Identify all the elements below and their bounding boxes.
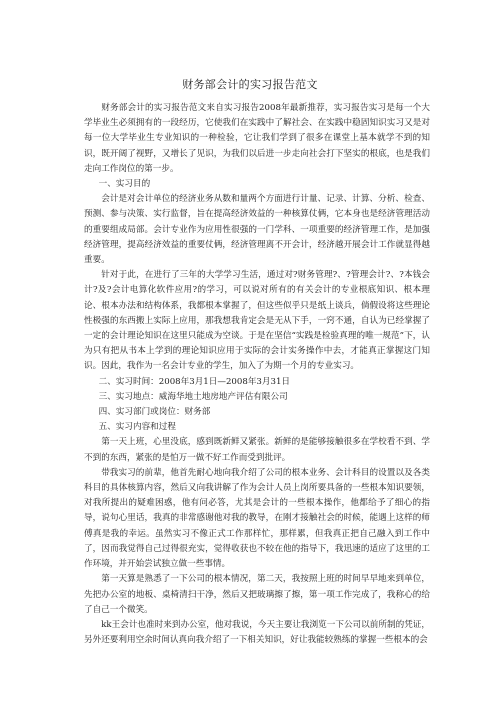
section-heading-department: 四、实习部门或岗位：财务部 (98, 407, 211, 418)
section-heading-content: 五、实习内容和过程 (98, 422, 176, 433)
section-heading-time: 二、实习时间：2008年3月1日—2008年3月31日 (98, 376, 291, 387)
paragraph-intro: 财务部会计的实习报告范文来自实习报告2008年最新推荐，实习报告实习是每一个大学毕业生必须拥有的一段经历，它使我们在实践中了解社会、在实践中稳固知识实习又是对每一位大学毕业生专业知识的一种检验，它让我们学到了很多在课堂上基本就学不到的知识，既开阔了视野，又增长了见识，为我们以后进一步走向社会打下坚实的根底，也是我们走向工作岗位的第一步。 (84, 103, 430, 174)
paragraph-first-day: 第一天上班，心里没底，感到既新鲜又紧张。新鲜的是能够接触很多在学校看不到、学不到的东西，紧张的是怕万一做不好工作而受到批评。 (84, 437, 430, 463)
paragraph-accountant: kk王会计也准时来到办公室，他对我说，今天主要让我浏览一下公司以前所制的凭证，另外还要利用空余时间认真向我介绍了一下相关知识，好让我能较熟练的掌握一些根本的会 (84, 619, 430, 646)
paragraph-purpose: 会计是对会计单位的经济业务从数和量两个方面进行计量、记录、计算、分析、检查、预测、参与决策、实行监督，旨在提高经济效益的一种核算仗俩，它本身也是经济管理活动的重要组成局部。会计专业作为应用性很强的一门学科、一项重要的经济管理工作，是加强经济管理，提高经济效益的重要仗俩，经济管理离不开会计，经济越开展会计工作就显得越重要。 (84, 194, 430, 266)
paragraph-motivation: 针对于此，在进行了三年的大学学习生活，通过对?财务管理?、?管理会计?、?本钱会计?及?会计电算化软件应用?的学习，可以说对所有的有关会计的专业根底知识、根本理论、根本办法和结构体系，我都根本掌握了，但这些似乎只是纸上谈兵，倘假设将这些理论性极强的东西搬上实际上应用，那我想我肯定会是无从下手，一窍不通，自认为已经掌握了一定的会计理论知识在这里只能成为空谈。于是在坚信“实践是检验真理的唯一规范”下，认为只有把从书本上学到的理论知识应用于实际的会计实务操作中去，才能真正掌握这门知识。因此，我作为一名会计专业的学生，加入了为期一个月的专业实习。 (84, 270, 430, 372)
section-heading-purpose: 一、实习目的 (98, 179, 151, 190)
paragraph-mentor: 带我实习的前辈，他首先耐心地向我介绍了公司的根本业务、会计科目的设置以及各类科目的具体核算内容，然后又向我讲解了作为会计人员上岗所要具备的一些根本知识要领，对我所提出的疑难困惑，他有问必答，尤其是会计的一些根本操作，他都给予了细心的指导，说句心里话，我真的非常感谢他对我的教导，在刚才接触社会的时候，能遇上这样的师傅真是我的幸运。虽然实习不像正式工作那样忙，那样累，但我真正把自己融入到工作中了，因而我觉得自己过得很充实，觉得收获也不较在他的指导下，我迅速的适应了这里的工作环境，并开始尝试独立做一些事情。 (84, 467, 430, 570)
document-title: 财务部会计的实习报告范文 (182, 78, 318, 91)
paragraph-second-day: 第一天算是熟悉了一下公司的根本情况，第二天，我按照上班的时间早早地来到单位，先把办公室的地板、桌椅清扫干净，然后又把玻璃擦了擦，第一项工作完成了，我称心的给了自己一个微笑。 (84, 574, 430, 615)
document-body (84, 101, 430, 648)
section-heading-location: 三、实习地点：威海华地土地房地产评估有限公司 (98, 391, 288, 402)
